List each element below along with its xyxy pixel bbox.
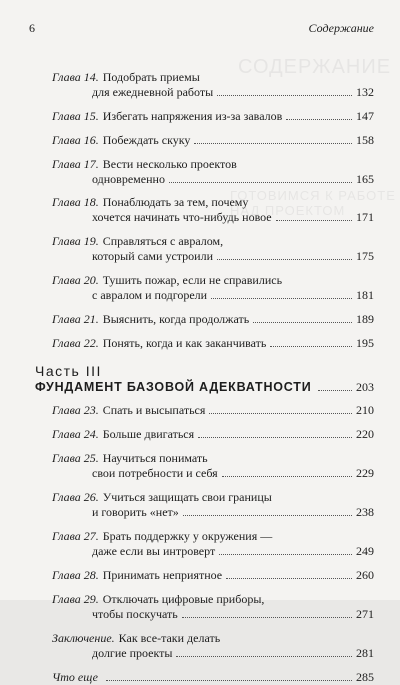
chapter-label: Глава 27. bbox=[52, 529, 99, 543]
chapter-title: Принимать неприятное bbox=[102, 568, 223, 582]
chapter-title: Побеждать скуку bbox=[102, 133, 191, 147]
dot-leader bbox=[194, 143, 352, 144]
running-head: Содержание bbox=[308, 21, 374, 35]
chapter-title-cont: долгие проекты bbox=[92, 646, 173, 660]
part-title: ФУНДАМЕНТ БАЗОВОЙ АДЕКВАТНОСТИ bbox=[35, 380, 312, 394]
page-ref: 171 bbox=[356, 210, 374, 224]
chapter-title-cont: для ежедневной работы bbox=[92, 85, 214, 99]
page-ref: 238 bbox=[356, 505, 374, 519]
chapter-title: Подобрать приемы bbox=[102, 70, 200, 84]
chapter-label: Заключение. bbox=[52, 631, 115, 645]
toc-entry bbox=[52, 157, 374, 187]
chapter-label: Глава 24. bbox=[52, 427, 99, 441]
bleed-through-heading: СОДЕРЖАНИЕ bbox=[238, 56, 392, 78]
dot-leader bbox=[176, 656, 352, 657]
page-ref: 260 bbox=[356, 568, 374, 582]
page-ref: 249 bbox=[356, 544, 374, 558]
dot-leader bbox=[106, 680, 352, 681]
chapter-label: Глава 26. bbox=[52, 490, 99, 504]
toc-entry bbox=[52, 529, 374, 559]
page-ref: 158 bbox=[356, 133, 374, 147]
toc-entry bbox=[52, 451, 374, 481]
chapter-label: Глава 19. bbox=[52, 234, 99, 248]
chapter-title-cont: который сами устроили bbox=[92, 249, 213, 263]
chapter-title: Научиться понимать bbox=[102, 451, 208, 465]
dot-leader bbox=[217, 95, 352, 96]
page-ref: 285 bbox=[356, 670, 374, 684]
chapter-label: Глава 18. bbox=[52, 195, 99, 209]
chapter-title: Учиться защищать свои границы bbox=[102, 490, 272, 504]
dot-leader bbox=[217, 259, 352, 260]
chapter-label: Что еще bbox=[52, 670, 98, 684]
toc-entry bbox=[52, 70, 374, 100]
chapter-title: Избегать напряжения из-за завалов bbox=[102, 109, 283, 123]
toc-entry-conclusion bbox=[52, 631, 374, 661]
page-number: 6 bbox=[29, 21, 35, 35]
chapter-title-cont: с авралом и подгорели bbox=[92, 288, 208, 302]
chapter-title: Понаблюдать за тем, почему bbox=[102, 195, 249, 209]
toc-entry bbox=[52, 568, 374, 583]
page-ref: 271 bbox=[356, 607, 374, 621]
chapter-title: Справляться с авралом, bbox=[102, 234, 224, 248]
page-ref: 203 bbox=[356, 380, 374, 394]
chapter-label: Глава 20. bbox=[52, 273, 99, 287]
bleed-through-subheading: ГОТОВИМСЯ К РАБОТЕ НАД ПРОЕКТОМ bbox=[230, 188, 396, 218]
chapter-title: Больше двигаться bbox=[102, 427, 195, 441]
table-of-contents bbox=[35, 70, 374, 685]
chapter-title-cont: одновременно bbox=[92, 172, 165, 186]
dot-leader bbox=[198, 437, 352, 438]
part-label: Часть III bbox=[35, 363, 102, 379]
chapter-label: Глава 22. bbox=[52, 336, 99, 350]
chapter-title-cont: даже если вы интроверт bbox=[92, 544, 216, 558]
chapter-title: Выяснить, когда продолжать bbox=[102, 312, 250, 326]
chapter-title: Вести несколько проектов bbox=[102, 157, 237, 171]
chapter-title-cont: свои потребности и себя bbox=[92, 466, 218, 480]
page-ref: 195 bbox=[356, 336, 374, 350]
chapter-title: Отключать цифровые приборы, bbox=[102, 592, 265, 606]
chapter-title: Спать и высыпаться bbox=[102, 403, 206, 417]
chapter-label: Глава 28. bbox=[52, 568, 99, 582]
toc-entry bbox=[52, 273, 374, 303]
dot-leader bbox=[209, 413, 352, 414]
chapter-title: Как все-таки делать bbox=[118, 631, 221, 645]
dot-leader bbox=[211, 298, 352, 299]
toc-entry bbox=[52, 234, 374, 264]
page-ref: 181 bbox=[356, 288, 374, 302]
chapter-label: Глава 23. bbox=[52, 403, 99, 417]
dot-leader bbox=[318, 390, 352, 391]
chapter-title: Брать поддержку у окружения — bbox=[102, 529, 273, 543]
chapter-title-cont: хочется начинать что-нибудь новое bbox=[92, 210, 272, 224]
toc-entry bbox=[52, 312, 374, 327]
chapter-title: Тушить пожар, если не справились bbox=[102, 273, 283, 287]
page-ref: 165 bbox=[356, 172, 374, 186]
page-ref: 189 bbox=[356, 312, 374, 326]
dot-leader bbox=[169, 182, 352, 183]
page-ref: 175 bbox=[356, 249, 374, 263]
dot-leader bbox=[219, 554, 352, 555]
toc-entry bbox=[52, 403, 374, 418]
page-ref: 229 bbox=[356, 466, 374, 480]
toc-entry bbox=[52, 490, 374, 520]
chapter-title-cont: чтобы поскучать bbox=[92, 607, 178, 621]
dot-leader bbox=[276, 220, 352, 221]
chapter-title-cont: и говорить «нет» bbox=[92, 505, 179, 519]
page-ref: 210 bbox=[356, 403, 374, 417]
dot-leader bbox=[182, 617, 352, 618]
chapter-label: Глава 17. bbox=[52, 157, 99, 171]
toc-entry bbox=[52, 427, 374, 442]
chapter-label: Глава 21. bbox=[52, 312, 99, 326]
chapter-title: Понять, когда и как заканчивать bbox=[102, 336, 267, 350]
page-ref: 281 bbox=[356, 646, 374, 660]
toc-entry bbox=[52, 133, 374, 148]
chapter-label: Глава 15. bbox=[52, 109, 99, 123]
dot-leader bbox=[253, 322, 352, 323]
toc-entry bbox=[52, 592, 374, 622]
chapter-label: Глава 25. bbox=[52, 451, 99, 465]
dot-leader bbox=[270, 346, 352, 347]
toc-entry bbox=[52, 109, 374, 124]
chapter-label: Глава 14. bbox=[52, 70, 99, 84]
page-ref: 147 bbox=[356, 109, 374, 123]
chapter-label: Глава 16. bbox=[52, 133, 99, 147]
toc-entry bbox=[52, 195, 374, 225]
part-title-line bbox=[35, 379, 374, 395]
dot-leader bbox=[222, 476, 352, 477]
dot-leader bbox=[286, 119, 352, 120]
toc-entry-extra bbox=[52, 670, 374, 685]
toc-entry bbox=[52, 336, 374, 351]
chapter-label: Глава 29. bbox=[52, 592, 99, 606]
page-ref: 132 bbox=[356, 85, 374, 99]
dot-leader bbox=[183, 515, 352, 516]
dot-leader bbox=[226, 578, 352, 579]
page-ref: 220 bbox=[356, 427, 374, 441]
